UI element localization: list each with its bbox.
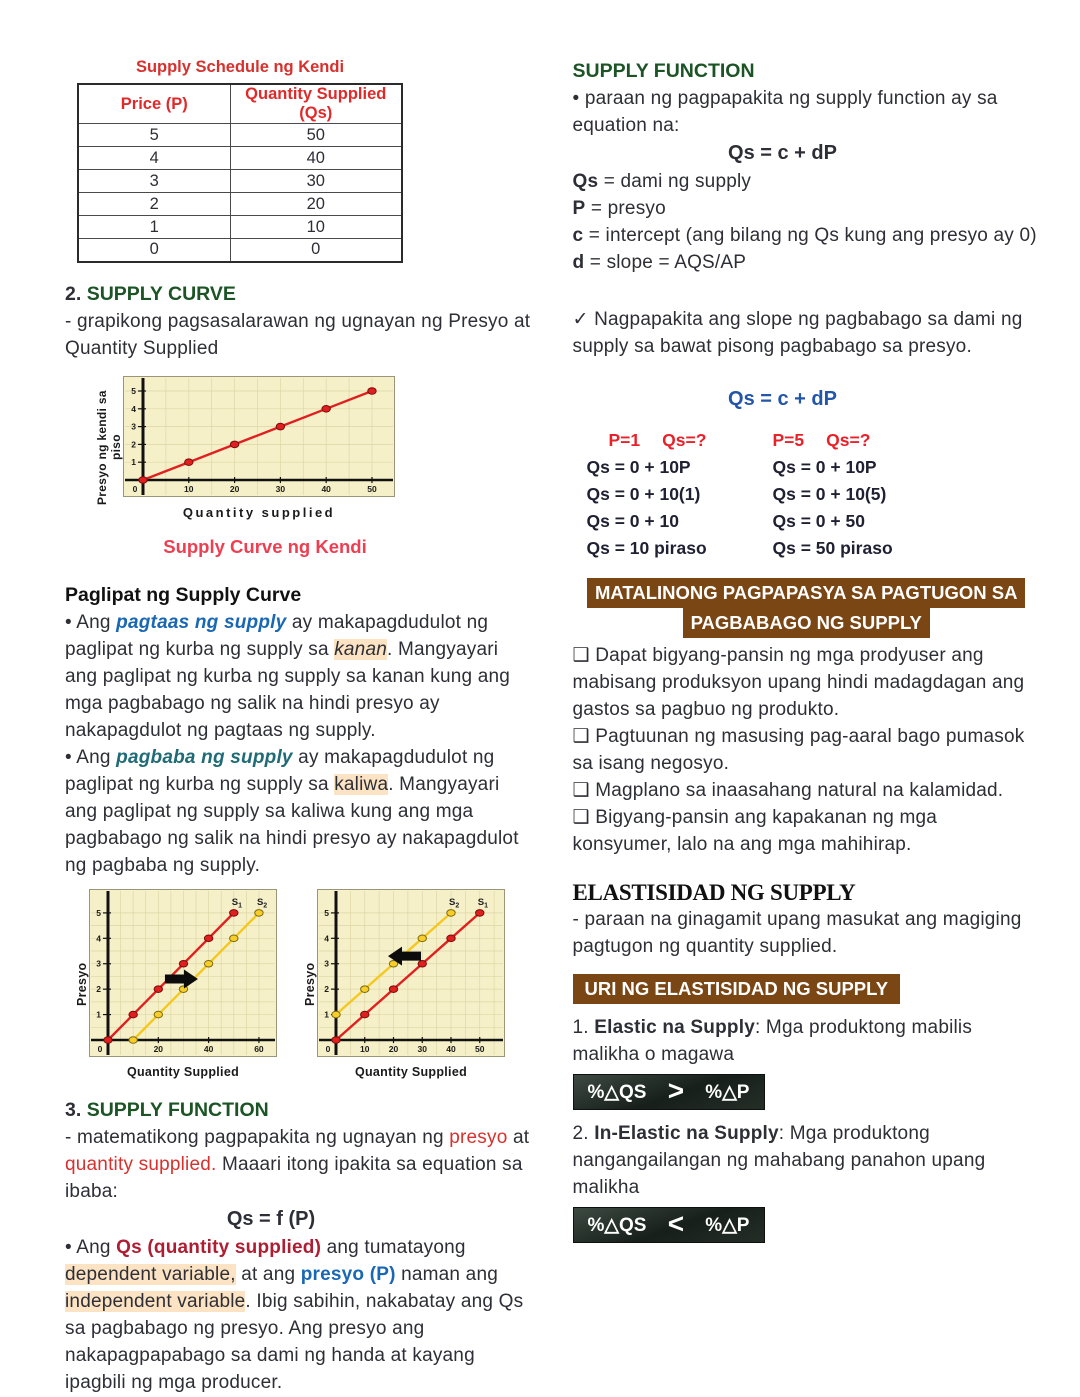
heading-text: SUPPLY FUNCTION — [572, 60, 755, 82]
presyo-p-term: presyo (P) — [300, 1263, 396, 1285]
table-row — [78, 216, 402, 239]
svg-text:0: 0 — [132, 483, 138, 494]
svg-text:5: 5 — [131, 385, 136, 396]
text: at — [507, 1126, 530, 1148]
presyo-term: presyo — [449, 1126, 508, 1148]
supply-curve-chart-column — [123, 376, 395, 520]
column-header-price: Price (P) — [78, 84, 230, 124]
svg-text:1: 1 — [96, 1009, 101, 1020]
shift-left-chart-column — [317, 889, 505, 1079]
svg-text:3: 3 — [96, 958, 101, 969]
less-than-icon: < — [667, 1208, 685, 1239]
text: • Ang — [65, 746, 117, 768]
equation-qs-f-p: Qs = f (P) — [226, 1207, 316, 1230]
equation-line: Qs = 0 + 10(1) — [586, 484, 701, 504]
supply-curve-description: - grapikong pagsasalarawan ng ugnayan ng Presyo at Quantity Supplied — [65, 310, 531, 359]
shift-right-x-axis-label: Quantity Supplied — [126, 1064, 240, 1079]
supply-curve-x-axis-label: Quantity supplied — [182, 504, 336, 520]
svg-text:30: 30 — [417, 1043, 427, 1054]
svg-text:5: 5 — [96, 907, 101, 918]
svg-text:20: 20 — [388, 1043, 399, 1054]
equation-line: Qs = 0 + 10P — [586, 457, 691, 477]
supply-schedule-table — [77, 83, 403, 263]
supply-schedule-title: Supply Schedule ng Kendi — [135, 58, 345, 76]
section-heading-supply-function — [65, 1097, 533, 1124]
greater-than-icon: > — [667, 1075, 685, 1106]
qs-question: Qs=? — [662, 430, 707, 450]
inelastic-supply-item — [573, 1120, 1041, 1201]
heading-number: 2. — [65, 282, 87, 305]
shift-left-y-axis-label: Presyo — [303, 961, 317, 1006]
inelastic-formula-badge — [573, 1207, 765, 1243]
svg-text:40: 40 — [446, 1043, 456, 1054]
paglipat-heading: Paglipat ng Supply Curve — [65, 583, 302, 606]
supply-function-intro: • paraan ng pagpapakita ng supply function ay sa equation na: — [572, 88, 998, 136]
checklist-item: ❑ Magplano sa inaasahang natural na kalamidad. — [572, 780, 1004, 801]
definition-d — [573, 249, 1041, 276]
shift-right-figure — [75, 889, 277, 1079]
right-heading-supply-function — [573, 58, 1041, 85]
term: Qs — [572, 171, 599, 192]
shift-right-y-axis-label: Presyo — [75, 961, 89, 1006]
svg-text:20: 20 — [229, 483, 240, 494]
svg-text:S2: $S_2$ — [256, 896, 268, 909]
shift-left-chart — [317, 889, 505, 1057]
elastisidad-heading: ELASTISIDAD NG SUPPLY — [572, 880, 856, 905]
checklist-item: ❑ Pagtuunan ng masusing pag-aaral bago pumasok sa isang negosyo. — [572, 726, 1025, 774]
matalinong-banner — [573, 578, 1041, 638]
equation-qs-c-dp: Qs = c + dP — [728, 142, 837, 164]
supply-curve-y-axis-label: Presyo ng kendi sa piso — [95, 390, 123, 505]
cell-quantity: 20 — [230, 193, 402, 216]
cell-price: 2 — [78, 193, 230, 216]
svg-text:60: 60 — [254, 1043, 264, 1054]
text: ay makapagdudulot ng paglipat ng kurba ng supply sa — [65, 611, 489, 660]
svg-text:50: 50 — [475, 1043, 485, 1054]
shift-right-chart-column — [89, 889, 277, 1079]
qs-question: Qs=? — [826, 430, 871, 450]
matalinong-checklist — [573, 642, 1041, 858]
text: Maaari itong ipakita sa equation sa ibaba: — [65, 1153, 523, 1202]
svg-text:10: 10 — [360, 1043, 370, 1054]
supply-curve-chart — [123, 376, 395, 497]
text: . Ibig sabihin, nakabatay ang Qs sa pagbabago ng presyo. Ang presyo ang nakapagpapabago sa dami ng handa at kayang ipagbili ng mga producer. — [65, 1290, 524, 1393]
text: = intercept (ang bilang ng Qs kung ang presyo ay 0) — [583, 225, 1037, 246]
text: = presyo — [585, 198, 666, 219]
paglipat-paragraph-2 — [65, 744, 533, 879]
example-p1-header — [587, 427, 773, 454]
cell-quantity: 0 — [230, 239, 402, 262]
computation-examples — [587, 427, 1041, 562]
svg-text:10: 10 — [184, 483, 194, 494]
svg-text:S1: $S_1$ — [477, 896, 488, 909]
equation-line: Qs = 0 + 10(5) — [772, 484, 887, 504]
svg-text:3: 3 — [131, 421, 136, 432]
pagbaba-ng-supply-term: pagbaba ng supply — [116, 746, 293, 768]
svg-text:40: 40 — [203, 1043, 214, 1054]
banner-line-1: MATALINONG PAGPAPASYA SA PAGTUGON SA — [587, 578, 1025, 608]
quantity-supplied-term: quantity supplied. — [65, 1153, 217, 1175]
checklist-item: ❑ Dapat bigyang-pansin ng mga prodyuser ang mabisang produksyon upang hindi madagdagan ang gastos sa pagbuo ng produkto. — [572, 645, 1025, 720]
left-column — [65, 58, 533, 1396]
equation-line: Qs = 10 piraso — [586, 538, 707, 558]
cell-price: 4 — [78, 147, 230, 170]
svg-text:50: 50 — [367, 483, 377, 494]
inelastic-na-supply-term: In-Elastic na Supply — [594, 1123, 779, 1144]
elastic-na-supply-term: Elastic na Supply — [594, 1017, 755, 1038]
qs-term: Qs (quantity supplied) — [116, 1236, 322, 1258]
text: : Mga produktong nangangailangan ng mahabang panahon upang malikha — [572, 1123, 986, 1198]
definition-c — [573, 222, 1041, 249]
svg-text:30: 30 — [275, 483, 286, 494]
text: = dami ng supply — [598, 171, 752, 192]
item-number: 1. — [572, 1017, 595, 1038]
text: . Mangyayari ang paglipat ng kurba ng supply sa kanan kung ang mga pagbabago ng salik na hindi presyo ay nakapagdulot ng pagtaas ng supply. — [65, 638, 511, 741]
text: - matematikong pagpapakita ng ugnayan ng — [65, 1126, 450, 1148]
item-number: 2. — [572, 1123, 595, 1144]
example-p5-header — [773, 427, 959, 454]
paglipat-paragraph-1 — [65, 609, 533, 744]
supply-function-description — [65, 1124, 533, 1205]
supply-function-paragraph — [65, 1234, 533, 1396]
svg-text:2: 2 — [324, 983, 329, 994]
svg-text:2: 2 — [131, 438, 136, 449]
checklist-item: ❑ Bigyang-pansin ang kapakanan ng mga konsyumer, lalo na ang mga mahihirap. — [572, 807, 938, 855]
slope-note: ✓ Nagpapakita ang slope ng pagbabago sa dami ng supply sa bawat pisong pagbabago sa presyo. — [572, 309, 1023, 357]
svg-text:4: 4 — [324, 932, 329, 943]
pct-delta-qs-label: %△QS — [587, 1081, 647, 1103]
pct-delta-p-label: %△P — [705, 1214, 750, 1236]
table-row — [78, 170, 402, 193]
svg-text:S2: $S_2$ — [449, 896, 460, 909]
term: d — [572, 252, 585, 273]
uri-ng-elastisidad-banner: URI NG ELASTISIDAD NG SUPPLY — [573, 974, 901, 1004]
pagtaas-ng-supply-term: pagtaas ng supply — [116, 611, 287, 633]
svg-text:2: 2 — [96, 983, 101, 994]
definitions-block — [573, 168, 1041, 276]
table-row — [78, 239, 402, 262]
text: naman ang — [395, 1263, 498, 1285]
text: ang tumatayong — [321, 1236, 466, 1258]
kaliwa-highlight: kaliwa — [334, 773, 389, 795]
text: • Ang — [65, 1236, 117, 1258]
shift-left-figure — [303, 889, 505, 1079]
section-heading-supply-curve — [65, 281, 533, 308]
supply-curve-figure — [95, 376, 533, 520]
cell-price: 3 — [78, 170, 230, 193]
column-header-quantity: Quantity Supplied (Qs) — [230, 84, 402, 124]
table-row — [78, 193, 402, 216]
example-p5 — [773, 427, 959, 562]
equation-line: Qs = 0 + 10P — [772, 457, 877, 477]
pct-delta-p-label: %△P — [705, 1081, 750, 1103]
banner-line-2: PAGBABAGO NG SUPPLY — [683, 608, 930, 638]
supply-curve-caption: Supply Curve ng Kendi — [163, 535, 367, 557]
cell-quantity: 30 — [230, 170, 402, 193]
svg-text:4: 4 — [96, 932, 101, 943]
text: = slope = AQS/AP — [584, 252, 747, 273]
term: c — [572, 225, 584, 246]
svg-text:1: 1 — [131, 456, 136, 467]
svg-text:1: 1 — [324, 1009, 329, 1020]
term: P — [572, 198, 586, 219]
heading-number: 3. — [65, 1098, 87, 1121]
elastic-formula-badge — [573, 1074, 765, 1110]
cell-quantity: 50 — [230, 124, 402, 147]
svg-text:5: 5 — [324, 907, 329, 918]
cell-price: 5 — [78, 124, 230, 147]
dependent-variable-highlight: dependent variable, — [65, 1263, 236, 1285]
p-value: P=1 — [608, 430, 641, 450]
table-row — [78, 124, 402, 147]
shift-right-chart — [89, 889, 277, 1057]
svg-text:S1: $S_1$ — [231, 896, 243, 909]
kanan-highlight: kanan — [334, 638, 387, 660]
svg-text:20: 20 — [153, 1043, 164, 1054]
independent-variable-highlight: independent variable — [65, 1290, 246, 1312]
svg-text:0: 0 — [97, 1043, 103, 1054]
svg-text:40: 40 — [321, 483, 331, 494]
cell-quantity: 10 — [230, 216, 402, 239]
elastic-supply-item — [573, 1014, 1041, 1068]
cell-price: 1 — [78, 216, 230, 239]
example-p1 — [587, 427, 773, 562]
svg-text:4: 4 — [131, 403, 136, 414]
text: : Mga produktong mabilis malikha o magawa — [572, 1017, 973, 1065]
cell-price: 0 — [78, 239, 230, 262]
heading-text: SUPPLY CURVE — [86, 282, 236, 305]
text: • Ang — [65, 611, 117, 633]
svg-text:0: 0 — [325, 1043, 331, 1054]
equation-line: Qs = 0 + 10 — [586, 511, 679, 531]
heading-text: SUPPLY FUNCTION — [86, 1098, 269, 1121]
table-row — [78, 147, 402, 170]
equation-qs-c-dp-blue: Qs = c + dP — [728, 388, 837, 410]
text: . Mangyayari ang paglipat ng supply sa kaliwa kung ang mga pagbabago ng salik na hindi presyo ay nakapagdulot ng pagbaba ng supply. — [65, 773, 519, 876]
svg-text:3: 3 — [324, 958, 329, 969]
shift-charts-row — [75, 889, 533, 1079]
equation-line: Qs = 0 + 50 — [772, 511, 865, 531]
definition-p — [573, 195, 1041, 222]
shift-left-x-axis-label: Quantity Supplied — [354, 1064, 468, 1079]
text: at ang — [235, 1263, 301, 1285]
equation-line: Qs = 50 piraso — [772, 538, 893, 558]
text: ay makapagdudulot ng paglipat ng kurba ng supply sa — [65, 746, 495, 795]
cell-quantity: 40 — [230, 147, 402, 170]
definition-qs — [573, 168, 1041, 195]
p-value: P=5 — [772, 430, 805, 450]
right-column — [573, 58, 1041, 1396]
table-header-row — [78, 84, 402, 124]
elastisidad-description: - paraan na ginagamit upang masukat ang magiging pagtugon ng quantity supplied. — [572, 909, 1022, 957]
pct-delta-qs-label: %△QS — [587, 1214, 647, 1236]
